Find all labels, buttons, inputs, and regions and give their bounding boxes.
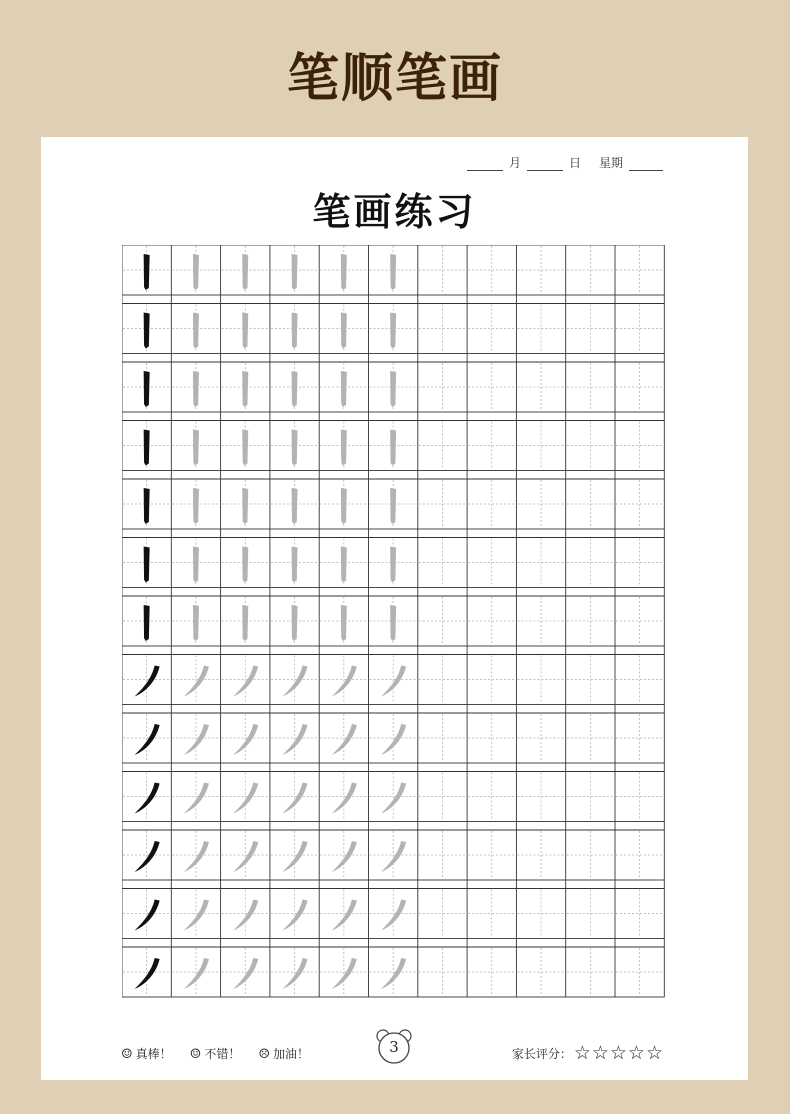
- writing-cell[interactable]: [467, 655, 515, 705]
- writing-cell[interactable]: [615, 362, 663, 412]
- writing-cell[interactable]: [418, 713, 466, 763]
- trace-stroke: [233, 958, 258, 989]
- writing-cell[interactable]: [566, 655, 614, 705]
- writing-cell[interactable]: [615, 655, 663, 705]
- writing-cell[interactable]: [270, 655, 318, 705]
- trace-stroke: [332, 900, 357, 931]
- writing-cell[interactable]: [516, 362, 564, 412]
- trace-stroke: [390, 488, 396, 524]
- row-spacer: [122, 646, 664, 655]
- row-spacer: [122, 471, 664, 480]
- writing-cell[interactable]: [221, 889, 269, 939]
- writing-cell[interactable]: [418, 596, 466, 646]
- writing-cell[interactable]: [270, 713, 318, 763]
- neutral-face-icon: ☺: [189, 1047, 202, 1062]
- writing-cell[interactable]: [615, 889, 663, 939]
- writing-cell[interactable]: [516, 596, 564, 646]
- trace-stroke: [332, 666, 357, 697]
- trace-stroke: [242, 488, 248, 524]
- trace-stroke: [233, 666, 258, 697]
- writing-cell[interactable]: [566, 304, 614, 354]
- writing-cell[interactable]: [516, 479, 564, 529]
- model-stroke: [144, 488, 150, 524]
- writing-cell[interactable]: [615, 713, 663, 763]
- writing-cell[interactable]: [566, 596, 614, 646]
- writing-cell[interactable]: [369, 830, 417, 880]
- trace-stroke: [283, 900, 308, 931]
- writing-cell[interactable]: [221, 772, 269, 822]
- writing-cell[interactable]: [516, 304, 564, 354]
- trace-stroke: [184, 958, 209, 989]
- trace-stroke: [332, 724, 357, 755]
- trace-stroke: [332, 783, 357, 814]
- trace-stroke: [390, 605, 396, 641]
- writing-cell[interactable]: [566, 889, 614, 939]
- banner-title: 笔顺笔画: [286, 49, 503, 109]
- trace-stroke: [242, 254, 248, 290]
- trace-stroke: [381, 958, 406, 989]
- writing-cell[interactable]: [418, 362, 466, 412]
- writing-cell[interactable]: [516, 830, 564, 880]
- practice-grid: [122, 245, 666, 1009]
- model-stroke: [135, 900, 160, 931]
- trace-stroke: [193, 371, 199, 407]
- writing-cell[interactable]: [615, 245, 663, 295]
- trace-stroke: [193, 254, 199, 290]
- trace-stroke: [292, 313, 298, 349]
- row-spacer: [122, 354, 664, 363]
- trace-stroke: [283, 841, 308, 872]
- writing-cell[interactable]: [123, 773, 170, 821]
- weekday-blank[interactable]: [629, 159, 663, 171]
- writing-cell[interactable]: [566, 772, 614, 822]
- weekday-label: 星期: [598, 156, 623, 170]
- writing-cell[interactable]: [123, 656, 170, 704]
- trace-stroke: [242, 371, 248, 407]
- writing-cell[interactable]: [467, 538, 515, 588]
- writing-cell[interactable]: [467, 596, 515, 646]
- trace-stroke: [233, 900, 258, 931]
- writing-cell[interactable]: [369, 772, 417, 822]
- writing-cell[interactable]: [221, 830, 269, 880]
- model-stroke: [144, 430, 150, 466]
- trace-stroke: [341, 313, 347, 349]
- trace-stroke: [292, 430, 298, 466]
- writing-cell[interactable]: [171, 947, 219, 997]
- model-stroke: [135, 724, 160, 755]
- praise-keep-going: ☹ 加油！: [258, 1047, 310, 1062]
- trace-stroke: [341, 371, 347, 407]
- trace-stroke: [283, 783, 308, 814]
- praise-good: ☺ 不错！: [189, 1047, 241, 1062]
- writing-cell[interactable]: [467, 245, 515, 295]
- writing-cell[interactable]: [171, 655, 219, 705]
- writing-cell[interactable]: [123, 890, 170, 938]
- writing-cell[interactable]: [615, 479, 663, 529]
- writing-cell[interactable]: [566, 947, 614, 997]
- rating-label: 家长评分：: [511, 1046, 572, 1061]
- trace-stroke: [390, 430, 396, 466]
- trace-stroke: [233, 724, 258, 755]
- trace-stroke: [184, 783, 209, 814]
- writing-cell[interactable]: [319, 830, 367, 880]
- writing-cell[interactable]: [615, 304, 663, 354]
- writing-cell[interactable]: [369, 713, 417, 763]
- rating-stars[interactable]: ☆☆☆☆☆: [573, 1042, 664, 1064]
- trace-stroke: [283, 958, 308, 989]
- day-label: 日: [568, 156, 581, 170]
- writing-cell[interactable]: [467, 421, 515, 471]
- trace-stroke: [193, 547, 199, 583]
- writing-cell[interactable]: [418, 304, 466, 354]
- writing-cell[interactable]: [516, 245, 564, 295]
- trace-stroke: [341, 430, 347, 466]
- writing-cell[interactable]: [319, 772, 367, 822]
- writing-cell[interactable]: [319, 713, 367, 763]
- writing-cell[interactable]: [516, 538, 564, 588]
- writing-cell[interactable]: [123, 831, 170, 879]
- writing-cell[interactable]: [221, 947, 269, 997]
- writing-cell[interactable]: [418, 479, 466, 529]
- writing-cell[interactable]: [270, 772, 318, 822]
- writing-cell[interactable]: [566, 362, 614, 412]
- trace-stroke: [184, 724, 209, 755]
- trace-stroke: [381, 666, 406, 697]
- trace-stroke: [242, 605, 248, 641]
- row-spacer: [122, 412, 664, 421]
- trace-stroke: [193, 605, 199, 641]
- writing-cell[interactable]: [123, 948, 170, 996]
- model-stroke: [144, 605, 150, 641]
- day-blank[interactable]: [527, 159, 563, 171]
- writing-cell[interactable]: [516, 421, 564, 471]
- writing-cell[interactable]: [369, 889, 417, 939]
- writing-cell[interactable]: [615, 596, 663, 646]
- writing-cell[interactable]: [615, 830, 663, 880]
- writing-cell[interactable]: [516, 889, 564, 939]
- trace-stroke: [381, 724, 406, 755]
- writing-cell[interactable]: [171, 772, 219, 822]
- writing-cell[interactable]: [418, 421, 466, 471]
- trace-stroke: [381, 900, 406, 931]
- writing-cell[interactable]: [516, 947, 564, 997]
- writing-cell[interactable]: [221, 655, 269, 705]
- model-stroke: [135, 666, 160, 697]
- page-number: 3: [389, 1038, 399, 1056]
- writing-cell[interactable]: [270, 889, 318, 939]
- model-stroke: [144, 254, 150, 290]
- writing-cell[interactable]: [123, 714, 170, 762]
- trace-stroke: [283, 666, 308, 697]
- writing-cell[interactable]: [615, 421, 663, 471]
- trace-stroke: [292, 254, 298, 290]
- writing-cell[interactable]: [221, 713, 269, 763]
- trace-stroke: [283, 724, 308, 755]
- trace-stroke: [242, 547, 248, 583]
- trace-stroke: [341, 547, 347, 583]
- model-stroke: [144, 371, 150, 407]
- writing-cell[interactable]: [467, 362, 515, 412]
- writing-cell[interactable]: [369, 655, 417, 705]
- month-blank[interactable]: [467, 159, 503, 171]
- trace-stroke: [390, 254, 396, 290]
- date-line: [467, 154, 663, 171]
- trace-stroke: [341, 488, 347, 524]
- trace-stroke: [381, 841, 406, 872]
- trace-stroke: [390, 313, 396, 349]
- model-stroke: [135, 958, 160, 989]
- trace-stroke: [242, 313, 248, 349]
- row-spacer: [122, 705, 664, 714]
- writing-cell[interactable]: [171, 713, 219, 763]
- trace-stroke: [292, 371, 298, 407]
- writing-cell[interactable]: [270, 947, 318, 997]
- trace-stroke: [184, 900, 209, 931]
- model-stroke: [144, 547, 150, 583]
- writing-cell[interactable]: [418, 772, 466, 822]
- writing-cell[interactable]: [467, 772, 515, 822]
- trace-stroke: [332, 958, 357, 989]
- row-spacer: [122, 529, 664, 538]
- writing-cell[interactable]: [418, 245, 466, 295]
- writing-cell[interactable]: [369, 947, 417, 997]
- writing-cell[interactable]: [467, 830, 515, 880]
- trace-stroke: [233, 841, 258, 872]
- writing-cell[interactable]: [270, 830, 318, 880]
- row-spacer: [122, 295, 664, 304]
- writing-cell[interactable]: [319, 655, 367, 705]
- writing-cell[interactable]: [418, 538, 466, 588]
- writing-cell[interactable]: [566, 245, 614, 295]
- writing-cell[interactable]: [467, 713, 515, 763]
- trace-stroke: [390, 371, 396, 407]
- writing-cell[interactable]: [566, 479, 614, 529]
- writing-cell[interactable]: [319, 889, 367, 939]
- writing-cell[interactable]: [467, 304, 515, 354]
- row-spacer: [122, 822, 664, 831]
- row-spacer: [122, 880, 664, 889]
- writing-cell[interactable]: [467, 947, 515, 997]
- writing-cell[interactable]: [615, 538, 663, 588]
- model-stroke: [135, 783, 160, 814]
- worksheet: [41, 137, 748, 1080]
- trace-stroke: [184, 841, 209, 872]
- trace-stroke: [381, 783, 406, 814]
- month-label: 月: [508, 156, 521, 170]
- trace-stroke: [292, 605, 298, 641]
- writing-cell[interactable]: [319, 947, 367, 997]
- trace-stroke: [193, 488, 199, 524]
- writing-cell[interactable]: [566, 421, 614, 471]
- trace-stroke: [292, 488, 298, 524]
- trace-stroke: [242, 430, 248, 466]
- trace-stroke: [332, 841, 357, 872]
- smile-icon: ☺: [121, 1047, 133, 1062]
- writing-cell[interactable]: [418, 830, 466, 880]
- sad-face-icon: ☹: [258, 1047, 270, 1062]
- trace-stroke: [233, 783, 258, 814]
- row-spacer: [122, 763, 664, 772]
- praise-great: ☺ 真棒！: [121, 1047, 172, 1062]
- row-spacer: [122, 588, 664, 597]
- writing-cell[interactable]: [418, 655, 466, 705]
- writing-cell[interactable]: [566, 713, 614, 763]
- trace-stroke: [184, 666, 209, 697]
- sheet-title: 笔画练习: [312, 190, 477, 234]
- parent-rating: [512, 1042, 664, 1064]
- writing-cell[interactable]: [615, 947, 663, 997]
- writing-cell[interactable]: [171, 830, 219, 880]
- writing-cell[interactable]: [171, 889, 219, 939]
- writing-cell[interactable]: [566, 830, 614, 880]
- row-spacer: [122, 939, 664, 948]
- writing-cell[interactable]: [516, 772, 564, 822]
- writing-cell[interactable]: [516, 655, 564, 705]
- writing-cell[interactable]: [566, 538, 614, 588]
- writing-cell[interactable]: [516, 713, 564, 763]
- writing-cell[interactable]: [467, 889, 515, 939]
- trace-stroke: [193, 430, 199, 466]
- trace-stroke: [341, 605, 347, 641]
- trace-stroke: [292, 547, 298, 583]
- writing-cell[interactable]: [418, 889, 466, 939]
- writing-cell[interactable]: [467, 479, 515, 529]
- trace-stroke: [193, 313, 199, 349]
- model-stroke: [135, 841, 160, 872]
- trace-stroke: [341, 254, 347, 290]
- model-stroke: [144, 313, 150, 349]
- writing-cell[interactable]: [418, 947, 466, 997]
- writing-cell[interactable]: [615, 772, 663, 822]
- praise-row: [121, 1045, 309, 1062]
- trace-stroke: [390, 547, 396, 583]
